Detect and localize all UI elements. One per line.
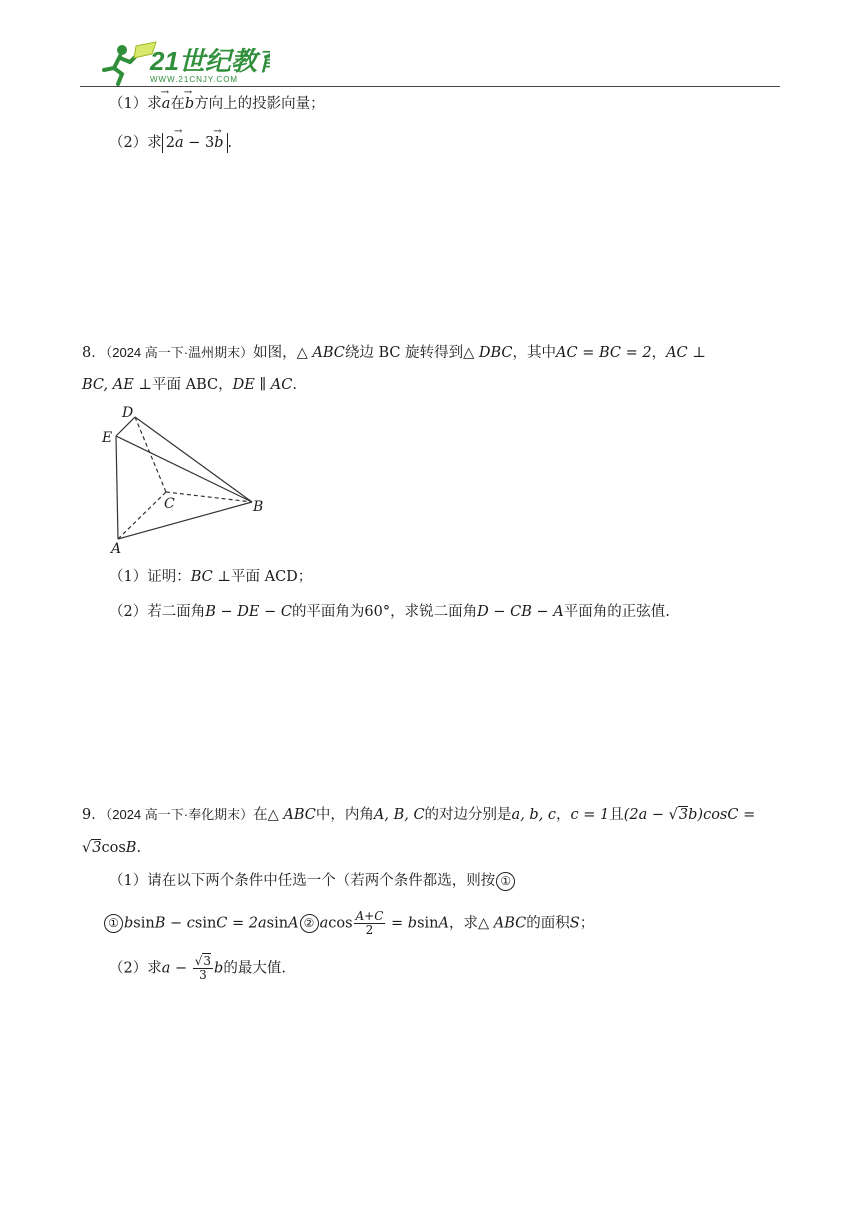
logo-text: 21世纪教育: [150, 46, 270, 76]
runner-icon: [104, 42, 156, 84]
q8-figure: [100, 402, 270, 561]
abs-expression: 2→ a − 3→ b: [162, 133, 228, 153]
q8-line2: BC, AE ⊥平面 ABC，DE ∥ AC.: [82, 377, 297, 393]
label-b: B: [253, 499, 264, 515]
q9-part2: （2）求a − $\frac{√3}{3}$ b的最大值.: [109, 954, 286, 982]
label-c: C: [164, 496, 175, 512]
q9-line1: 9．（2024 高一下·奉化期末）在△ ABC中，内角A, B, C的对边分别是a, b, c，c = 1且(2a − √3b)cosC =: [82, 807, 756, 823]
label-e: E: [102, 430, 113, 446]
label-d: D: [122, 405, 134, 421]
q9-line2: √3cosB.: [82, 840, 142, 856]
q7-part2: （2）求 2→ a − 3→ b .: [109, 132, 232, 154]
q8-part2: （2）若二面角B − DE − C的平面角为60°，求锐二面角D − CB − A平面角的正弦值.: [109, 604, 670, 620]
q8-part1: （1）证明：BC ⊥平面 ACD；: [109, 569, 313, 585]
q9-part1: （1）请在以下两个条件中任选一个（若两个条件都选，则按 ①: [109, 870, 516, 892]
label-a: A: [111, 541, 122, 557]
logo-url: WWW.21CNJY.COM: [150, 75, 239, 84]
q8-line1: 8．（2024 高一下·温州期末）如图，△ ABC绕边 BC 旋转得到△ DBC，其中AC = BC = 2，AC ⊥: [82, 345, 706, 361]
site-logo: [100, 40, 270, 86]
q9-conditions: ① bsinB − csinC = 2asinA ② acos $\frac{A+C}{2}$ = bsinA，求△ ABC的面积S；: [103, 910, 594, 937]
q7-part1: （1）求→ a在→ b方向上的投影向量；: [109, 93, 325, 115]
